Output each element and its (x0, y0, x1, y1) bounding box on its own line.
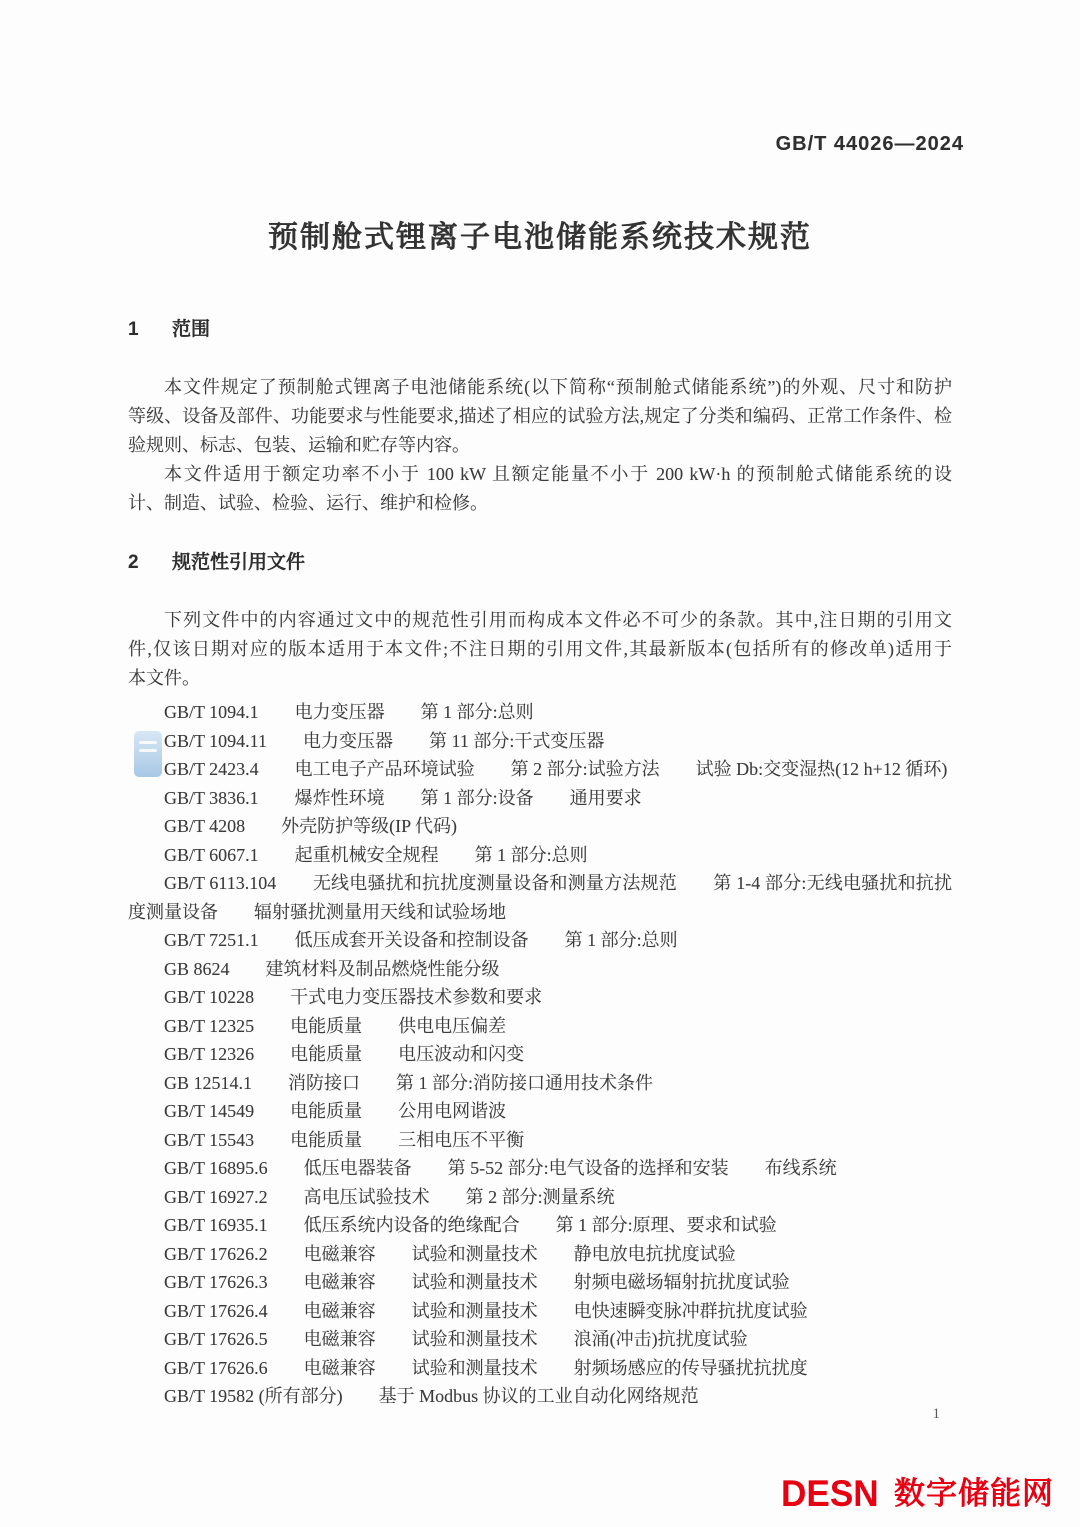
section-2-heading (128, 550, 952, 576)
text-line: 计、制造、试验、检验、运行、维护和检修。 (128, 493, 488, 513)
text-line: 件,仅该日期对应的版本适用于本文件;不注日期的引用文件,其最新版本(包括所有的修改单)适用于 (128, 639, 952, 659)
text-line: GB/T 14549 电能质量 公用电网谐波 (164, 1101, 507, 1121)
watermark-stripe (139, 749, 157, 752)
text-line: GB/T 2423.4 电工电子产品环境试验 第 2 部分:试验方法 试验 Db:交变湿热(12 h+12 循环) (164, 759, 948, 779)
blue-watermark-stamp (134, 731, 162, 777)
text-line: 本文件适用于额定功率不小于 100 kW 且额定能量不小于 200 kW·h 的预制舱式储能系统的设 (164, 464, 952, 484)
reference-item (128, 1325, 952, 1354)
text-line: GB/T 1094.1 电力变压器 第 1 部分:总则 (164, 702, 534, 722)
text-line: GB/T 16895.6 低压电器装备 第 5-52 部分:电气设备的选择和安装 布线系统 (164, 1158, 837, 1178)
reference-item (128, 1354, 952, 1383)
desn-logo-chinese: 数字储能网 (894, 1476, 1054, 1511)
text-line: 验规则、标志、包装、运输和贮存等内容。 (128, 435, 470, 455)
text-line: GB/T 17626.3 电磁兼容 试验和测量技术 射频电磁场辐射抗扰度试验 (164, 1272, 790, 1292)
text-line: GB/T 17626.5 电磁兼容 试验和测量技术 浪涌(冲击)抗扰度试验 (164, 1329, 748, 1349)
text-line: GB/T 17626.2 电磁兼容 试验和测量技术 静电放电抗扰度试验 (164, 1243, 736, 1264)
reference-item (128, 1382, 952, 1411)
text-line: GB 8624 建筑材料及制品燃烧性能分级 (164, 958, 500, 979)
text-line: 本文件。 (128, 668, 200, 688)
text-line: 等级、设备及部件、功能要求与性能要求,描述了相应的试验方法,规定了分类和编码、正常工作条件、检 (128, 406, 952, 426)
reference-item (128, 1012, 952, 1041)
text-line: GB/T 6113.104 无线电骚扰和抗扰度测量设备和测量方法规范 第 1-4 部分:无线电骚扰和抗扰 (164, 873, 952, 893)
page-number: 1 (932, 1406, 940, 1422)
reference-item (128, 727, 952, 756)
text-line: GB 12514.1 消防接口 第 1 部分:消防接口通用技术条件 (164, 1072, 654, 1093)
reference-item (128, 784, 952, 813)
reference-item (128, 812, 952, 841)
reference-item (128, 983, 952, 1012)
text-line: GB/T 4208 外壳防护等级(IP 代码) (164, 816, 457, 836)
reference-item (128, 1268, 952, 1297)
section-1-heading (128, 317, 952, 343)
text-line: 下列文件中的内容通过文中的规范性引用而构成本文件必不可少的条款。其中,注日期的引用文 (164, 610, 952, 630)
text-line: GB/T 15543 电能质量 三相电压不平衡 (164, 1129, 525, 1150)
text-line: 本文件规定了预制舱式锂离子电池储能系统(以下简称“预制舱式储能系统”)的外观、尺寸和防护 (164, 377, 952, 397)
desn-logo (781, 1473, 1054, 1514)
reference-item (128, 955, 952, 984)
reference-item (128, 869, 952, 926)
section-1-number: 1 (128, 319, 139, 340)
reference-item (128, 926, 952, 955)
text-line: GB/T 12326 电能质量 电压波动和闪变 (164, 1044, 525, 1064)
reference-item (128, 841, 952, 870)
text-line: GB/T 7251.1 低压成套开关设备和控制设备 第 1 部分:总则 (164, 930, 678, 950)
reference-item (128, 1154, 952, 1183)
reference-item (128, 755, 952, 784)
reference-item (128, 1097, 952, 1126)
text-line: GB/T 6067.1 起重机械安全规程 第 1 部分:总则 (164, 844, 588, 865)
text-line: GB/T 16935.1 低压系统内设备的绝缘配合 第 1 部分:原理、要求和试验 (164, 1215, 777, 1235)
reference-item (128, 698, 952, 727)
reference-item (128, 1297, 952, 1326)
text-line: GB/T 12325 电能质量 供电电压偏差 (164, 1015, 507, 1036)
scope-paragraph-1 (128, 373, 952, 460)
text-line: GB/T 19582 (所有部分) 基于 Modbus 协议的工业自动化网络规范 (164, 1386, 699, 1406)
text-line: 度测量设备 辐射骚扰测量用天线和试验场地 (128, 901, 506, 922)
scope-paragraph-2 (128, 460, 952, 518)
text-line: GB/T 17626.6 电磁兼容 试验和测量技术 射频场感应的传导骚扰抗扰度 (164, 1357, 808, 1378)
text-line: GB/T 3836.1 爆炸性环境 第 1 部分:设备 通用要求 (164, 787, 642, 808)
text-line: GB/T 16927.2 高电压试验技术 第 2 部分:测量系统 (164, 1186, 615, 1207)
text-line: GB/T 1094.11 电力变压器 第 11 部分:干式变压器 (164, 730, 605, 751)
desn-logo-latin: DESN (781, 1473, 879, 1514)
section-1-title: 范围 (172, 319, 211, 340)
reference-item (128, 1211, 952, 1240)
standard-number: GB/T 44026—2024 (775, 133, 964, 155)
reference-item (128, 1126, 952, 1155)
section-2-number: 2 (128, 552, 139, 573)
reference-item (128, 1040, 952, 1069)
text-line: GB/T 17626.4 电磁兼容 试验和测量技术 电快速瞬变脉冲群抗扰度试验 (164, 1300, 808, 1321)
document-title: 预制舱式锂离子电池储能系统技术规范 (268, 221, 812, 254)
watermark-stripe (139, 741, 157, 744)
references-intro (128, 606, 952, 693)
references-list (128, 698, 952, 1411)
section-2-title: 规范性引用文件 (172, 552, 306, 573)
reference-item (128, 1183, 952, 1212)
text-line: GB/T 10228 干式电力变压器技术参数和要求 (164, 987, 543, 1007)
reference-item (128, 1069, 952, 1098)
reference-item (128, 1240, 952, 1269)
